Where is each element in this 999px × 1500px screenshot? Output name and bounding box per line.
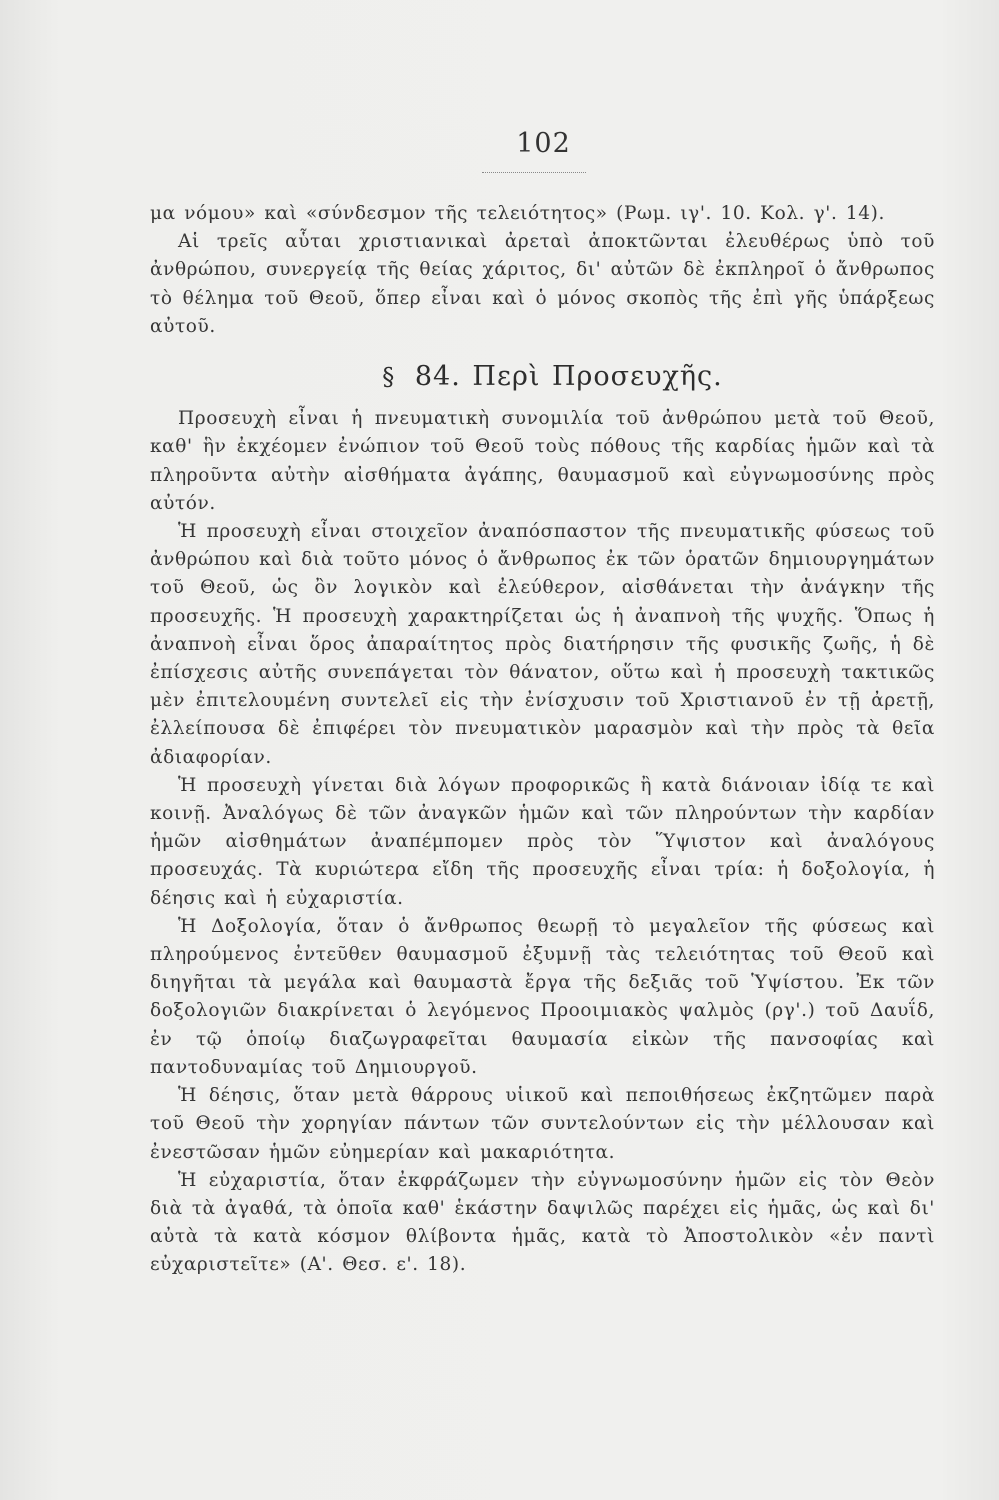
section-heading [150, 363, 935, 391]
paragraph-kinds-of-prayer: Ἡ προσευχὴ γίνεται διὰ λόγων προφορικῶς ἢ κατὰ διάνοιαν ἰδίᾳ τε καὶ κοινῇ. Ἀναλόγως δὲ τῶν ἀναγκῶν ἡμῶν καὶ τῶν πληρούντων τὴν καρδίαν ἡμῶν αἰσθημάτων ἀναπέμπομεν πρὸς τὸν Ὕψιστον καὶ ἀναλόγους προσευχάς. Τὰ κυριώτερα εἴδη τῆς προσευχῆς εἶναι τρία: ἡ δοξολογία, ἡ δέησις καὶ ἡ εὐχαριστία. [150, 774, 935, 909]
section-title: Περὶ Προσευχῆς. [472, 361, 723, 393]
paragraph-doxology: Ἡ Δοξολογία, ὅταν ὁ ἄνθρωπος θεωρῇ τὸ μεγαλεῖον τῆς φύσεως καὶ πληρούμενος ἐντεῦθεν θαυμασμοῦ ἐξυμνῇ τὰς τελειότητας τοῦ Θεοῦ καὶ διηγῆται τὰ μεγάλα καὶ θαυμαστὰ ἔργα τῆς δεξιᾶς τοῦ Ὑψίστου. Ἐκ τῶν δοξολογιῶν διακρίνεται ὁ λεγόμενος Προοιμιακὸς ψαλμὸς (ργ'.) τοῦ Δαυΐδ, ἐν τῷ ὁποίῳ διαζωγραφεῖται θαυμασία εἰκὼν τῆς πανσοφίας καὶ παντοδυναμίας τοῦ Δημιουργοῦ. [150, 915, 935, 1078]
paragraph-supplication: Ἡ δέησις, ὅταν μετὰ θάρρους υἱικοῦ καὶ πεποιθήσεως ἐκζητῶμεν παρὰ τοῦ Θεοῦ τὴν χορηγίαν πάντων τῶν συντελούντων εἰς τὴν μέλλουσαν καὶ ἐνεστῶσαν ἡμῶν εὐημερίαν καὶ μακαριότητα. [150, 1085, 935, 1163]
section-symbol: § [382, 363, 396, 392]
page-number: 102 [516, 128, 571, 159]
page-number-rule [482, 172, 586, 173]
paragraph-breath-of-soul: Ἡ προσευχὴ εἶναι στοιχεῖον ἀναπόσπαστον τῆς πνευματικῆς φύσεως τοῦ ἀνθρώπου καὶ διὰ τοῦτο μόνος ὁ ἄνθρωπος ἐκ τῶν ὁρατῶν δημιουργημάτων τοῦ Θεοῦ, ὡς ὂν λογικὸν καὶ ἐλεύθερον, αἰσθάνεται τὴν ἀνάγκην τῆς προσευχῆς. Ἡ προσευχὴ χαρακτηρίζεται ὡς ἡ ἀναπνοὴ τῆς ψυχῆς. Ὅπως ἡ ἀναπνοὴ εἶναι ὅρος ἀπαραίτητος πρὸς διατήρησιν τῆς φυσικῆς ζωῆς, ἡ δὲ ἐπίσχεσις αὐτῆς συνεπάγεται τὸν θάνατον, οὕτω καὶ ἡ προσευχὴ τακτικῶς μὲν ἐπιτελουμένη συντελεῖ εἰς τὴν ἐνίσχυσιν τοῦ Χριστιανοῦ ἐν τῇ ἀρετῇ, ἐλλείπουσα δὲ ἐπιφέρει τὸν πνευματικὸν μαρασμὸν καὶ τὴν πρὸς τὰ θεῖα ἀδιαφορίαν. [150, 521, 935, 768]
paragraph-thanksgiving: Ἡ εὐχαριστία, ὅταν ἐκφράζωμεν τὴν εὐγνωμοσύνην ἡμῶν εἰς τὸν Θεὸν διὰ τὰ ἀγαθά, τὰ ὁποῖα καθ' ἑκάστην δαψιλῶς παρέχει εἰς ἡμᾶς, ὡς καὶ δι' αὐτὰ τὰ κατὰ κόσμον θλίβοντα ἡμᾶς, κατὰ τὸ Ἀποστολικὸν «ἐν παντὶ εὐχαριστεῖτε» (Α'. Θεσ. ε'. 18). [150, 1169, 935, 1276]
page-body [150, 200, 935, 1280]
paragraph-virtues: Αἱ τρεῖς αὗται χριστιανικαὶ ἀρεταὶ ἀποκτῶνται ἐλευθέρως ὑπὸ τοῦ ἀνθρώπου, συνεργείᾳ τῆς θείας χάριτος, δι' αὐτῶν δὲ ἐκπληροῖ ὁ ἄνθρωπος τὸ θέλημα τοῦ Θεοῦ, ὅπερ εἶναι καὶ ὁ μόνος σκοπὸς τῆς ἐπὶ γῆς ὑπάρξεως αὐτοῦ. [150, 231, 935, 337]
continued-paragraph: μα νόμου» καὶ «σύνδεσμον τῆς τελειότητος» (Ρωμ. ιγ'. 10. Κολ. γ'. 14). [150, 203, 885, 224]
section-number: 84. [414, 361, 461, 393]
paragraph-definition: Προσευχὴ εἶναι ἡ πνευματικὴ συνομιλία τοῦ ἀνθρώπου μετὰ τοῦ Θεοῦ, καθ' ἣν ἐκχέομεν ἐνώπιον τοῦ Θεοῦ τοὺς πόθους τῆς καρδίας ἡμῶν καὶ τὰ πληροῦντα αὐτὴν αἰσθήματα ἀγάπης, θαυμασμοῦ καὶ εὐγνωμοσύνης πρὸς αὐτόν. [150, 408, 935, 514]
